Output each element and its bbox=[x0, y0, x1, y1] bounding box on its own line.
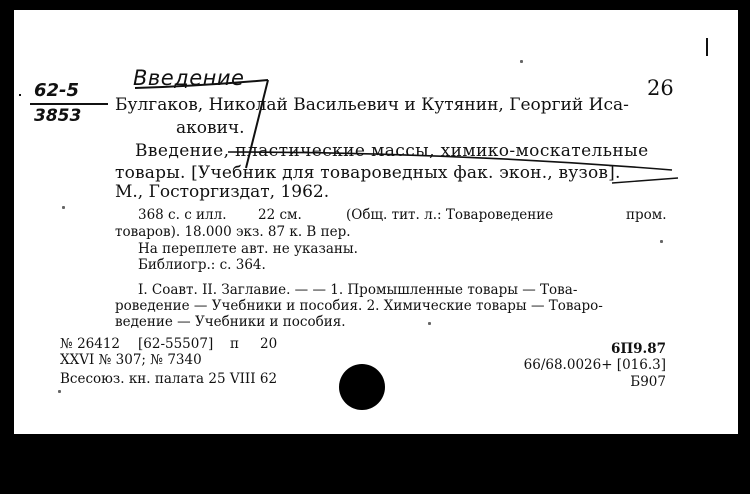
title-line-2: товары. [Учебник для товароведных фак. экон., вузов]. bbox=[115, 163, 621, 183]
footer-code-p: п bbox=[230, 336, 239, 352]
collation-series-end: пром. bbox=[626, 207, 667, 223]
handwritten-title: Введение bbox=[133, 66, 245, 90]
tracings-line-3: ведение — Учебники и пособия. bbox=[115, 314, 346, 330]
footer-chamber-date: Всесоюз. кн. палата 25 VIII 62 bbox=[60, 371, 278, 387]
tracings-line-2: роведение — Учебники и пособия. 2. Химические товары — Товаро- bbox=[115, 298, 603, 314]
corner-mark bbox=[704, 38, 710, 56]
title-line-1: Введение, пластические массы, химико-москательные bbox=[135, 141, 649, 161]
scan-speck bbox=[62, 206, 65, 209]
collation-size: 22 см. bbox=[258, 207, 302, 223]
udc-code: 66/68.0026+ [016.3] bbox=[523, 357, 666, 373]
shelfmark-bottom: 3853 bbox=[34, 106, 82, 126]
collation-pages: 368 с. с илл. bbox=[138, 207, 227, 223]
collation-series: (Общ. тит. л.: Товароведение bbox=[346, 207, 554, 223]
author-heading: Булгаков, Николай Васильевич и Кутянин, Георгий Иса- bbox=[115, 95, 629, 115]
scan-speck bbox=[428, 322, 431, 325]
scan-speck bbox=[660, 240, 663, 243]
shelfmark-top: 62-5 bbox=[34, 80, 80, 101]
author-mark: Б907 bbox=[630, 374, 666, 390]
note-bibliography: Библиогр.: с. 364. bbox=[138, 257, 266, 273]
note-authors: На переплете авт. не указаны. bbox=[138, 241, 358, 257]
title-line-3: М., Госторгиздат, 1962. bbox=[115, 182, 330, 202]
punch-hole bbox=[339, 364, 385, 410]
scan-speck bbox=[520, 60, 523, 63]
footer-code-20: 20 bbox=[260, 336, 278, 352]
author-heading-cont: акович. bbox=[176, 118, 245, 138]
collation-line-2: товаров). 18.000 экз. 87 к. В пер. bbox=[115, 224, 351, 240]
tracings-line-1: I. Соавт. II. Заглавие. — — 1. Промышленные товары — Това- bbox=[138, 282, 578, 298]
footer-order-number: [62-55507] bbox=[138, 336, 214, 352]
footer-record-number: № 26412 bbox=[60, 336, 121, 352]
classification-code: 6П9.87 bbox=[610, 341, 666, 357]
card-number: 26 bbox=[647, 76, 674, 100]
scan-speck bbox=[58, 390, 61, 393]
footer-series-numbers: XXVI № 307; № 7340 bbox=[60, 352, 202, 368]
